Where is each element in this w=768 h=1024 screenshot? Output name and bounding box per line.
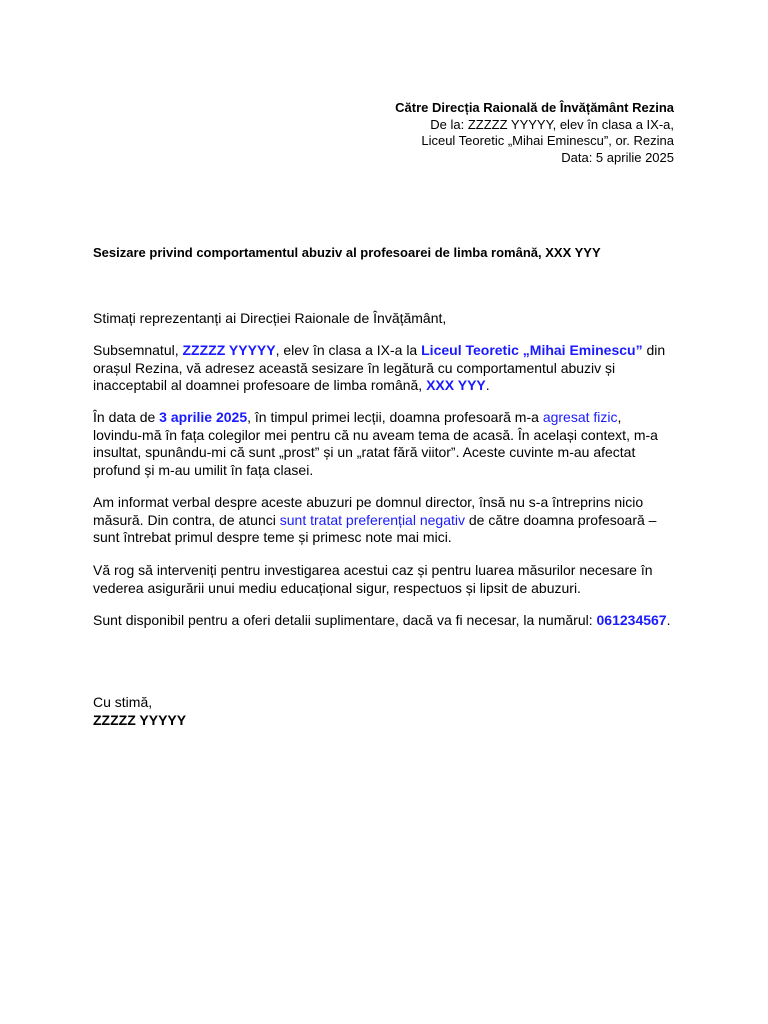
- text-segment: , lovindu-mă în fața colegilor mei pentru că nu aveam tema de acasă. În același context, m-a insultat, spunându-mi că sunt „prost” și un „ratat fără viitor”. Aceste cuvinte m-au afectat profund și m-au umilit în fața clasei.: [93, 409, 658, 478]
- text-segment: din orașul Rezina, vă adresez această sesizare în legătură cu comportamentul abuziv și inacceptabil al doamnei profesoare de limba română,: [93, 342, 666, 394]
- text-segment: de către doamna profesoară – sunt întrebat primul despre teme și primesc note mai mici.: [93, 511, 657, 546]
- paragraph-director: [93, 494, 673, 547]
- teacher-name-highlight: XXX YYY: [426, 377, 486, 394]
- paragraph-introduction: [93, 342, 673, 395]
- text-segment: , în timpul primei lecții, doamna profesoară m-a: [247, 409, 543, 425]
- greeting: [93, 310, 673, 328]
- phone-number-highlight: 061234567: [596, 612, 667, 628]
- treatment-highlight: sunt tratat preferențial negativ: [279, 511, 465, 528]
- paragraph-introduction-text: [93, 342, 673, 395]
- paragraph-incident: [93, 409, 673, 479]
- sender-line: De la: ZZZZZ YYYYY, elev în clasa a IX-a,: [430, 116, 674, 132]
- text-segment: .: [666, 612, 671, 628]
- paragraph-request-text: Vă rog să interveniți pentru investigarea acestui caz și pentru luarea măsurilor necesare în vederea asigurării unui mediu educațional sigur, respectuos și lipsit de abuzuri.: [93, 562, 653, 596]
- text-segment: Subsemnatul,: [93, 342, 183, 358]
- school-name-highlight: Liceul Teoretic „Mihai Eminescu”: [421, 342, 643, 358]
- paragraph-contact-text: [93, 612, 673, 630]
- text-segment: Sunt disponibil pentru a oferi detalii suplimentare, dacă va fi necesar, la numărul:: [93, 612, 597, 628]
- paragraph-director-text: [93, 494, 673, 547]
- letter-header: [395, 100, 674, 166]
- text-segment: .: [485, 377, 490, 394]
- text-segment: În data de: [93, 409, 160, 425]
- subject-line: Sesizare privind comportamentul abuziv al profesoarei de limba română, XXX YYY: [93, 245, 601, 260]
- physical-aggression-highlight: agresat fizic: [542, 409, 618, 425]
- paragraph-incident-text: [93, 409, 673, 479]
- recipient-line: Către Direcția Raională de Învățământ Rezina: [395, 100, 674, 115]
- paragraph-contact: [93, 612, 673, 630]
- date-line: Data: 5 aprilie 2025: [561, 149, 674, 165]
- text-segment: Am informat verbal despre aceste abuzuri pe domnul director, însă nu s-a întreprins nicio măsură. Din contra, de atunci: [93, 494, 644, 528]
- signature-name: ZZZZZ YYYYY: [93, 711, 187, 728]
- closing-text: Cu stimă,: [93, 694, 153, 710]
- school-line: Liceul Teoretic „Mihai Eminescu”, or. Rezina: [421, 133, 674, 148]
- incident-date-highlight: 3 aprilie 2025: [159, 409, 248, 425]
- text-segment: , elev în clasa a IX-a la: [275, 342, 422, 358]
- closing-block: [93, 694, 673, 729]
- paragraph-request: [93, 562, 673, 597]
- student-name-highlight: ZZZZZ YYYYY: [182, 342, 276, 358]
- greeting-text: Stimați reprezentanți ai Direcției Raionale de Învățământ,: [93, 310, 447, 326]
